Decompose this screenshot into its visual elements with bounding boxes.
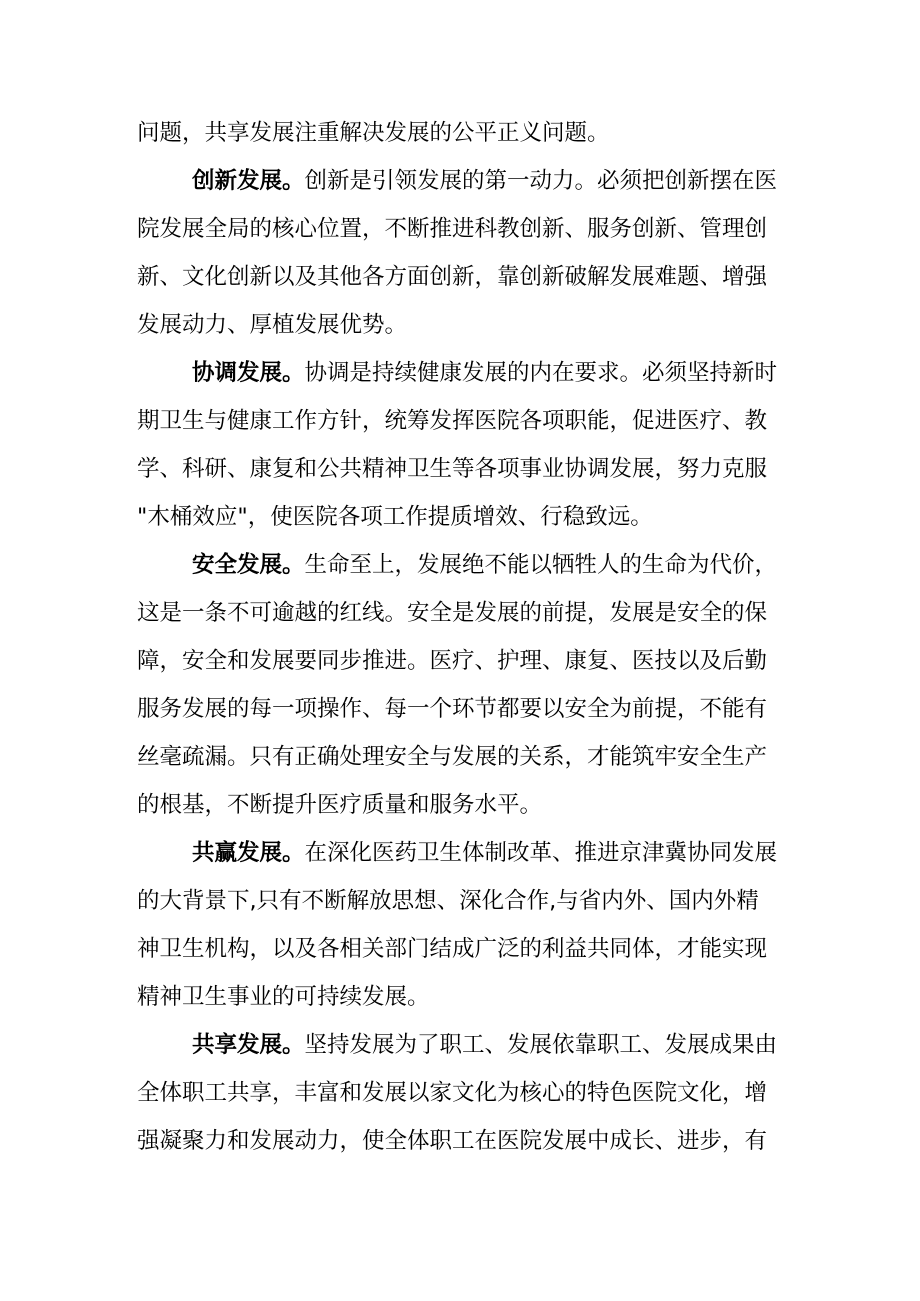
line-text: 强凝聚力和发展动力，使全体职工在医院发展中成长、进步，有 <box>137 1128 768 1154</box>
paragraph-heading: 共享发展。 <box>192 1032 305 1058</box>
paragraph-first-line <box>192 1030 797 1060</box>
line-text: 精神卫生事业的可持续发展。 <box>137 984 430 1010</box>
body-line <box>137 310 797 340</box>
body-line <box>137 262 797 292</box>
body-line <box>137 502 797 532</box>
line-text: 的大背景下,只有不断解放思想、深化合作,与省内外、国内外精 <box>137 888 759 914</box>
line-text: 坚持发展为了职工、发展依靠职工、发展成果由 <box>304 1032 778 1058</box>
paragraph-heading: 共赢发展。 <box>192 840 305 866</box>
body-line <box>137 982 797 1012</box>
body-line <box>137 214 797 244</box>
line-text: 这是一条不可逾越的红线。安全是发展的前提，发展是安全的保 <box>137 600 768 626</box>
body-line <box>137 694 797 724</box>
paragraph-first-line <box>192 166 797 196</box>
line-text: 期卫生与健康工作方针，统筹发挥医院各项职能，促进医疗、教 <box>137 408 768 434</box>
line-text: 创新是引领发展的第一动力。必须把创新摆在医 <box>304 168 778 194</box>
paragraph-first-line <box>192 358 797 388</box>
line-text: 协调是持续健康发展的内在要求。必须坚持新时 <box>304 360 778 386</box>
body-line <box>137 406 797 436</box>
paragraph-heading: 协调发展。 <box>192 360 305 386</box>
paragraph-heading: 创新发展。 <box>192 168 305 194</box>
body-line <box>137 790 797 820</box>
body-line <box>137 598 797 628</box>
body-line <box>137 1078 797 1108</box>
line-text: 全体职工共享，丰富和发展以家文化为核心的特色医院文化，增 <box>137 1080 768 1106</box>
line-text: 学、科研、康复和公共精神卫生等各项事业协调发展，努力克服 <box>137 456 768 482</box>
line-text: 问题，共享发展注重解决发展的公平正义问题。 <box>137 120 610 146</box>
line-text: "木桶效应"，使医院各项工作提质增效、行稳致远。 <box>137 504 653 530</box>
line-text: 院发展全局的核心位置，不断推进科教创新、服务创新、管理创 <box>137 216 768 242</box>
line-text: 丝毫疏漏。只有正确处理安全与发展的关系，才能筑牢安全生产 <box>137 744 768 770</box>
body-line <box>137 934 797 964</box>
line-text: 新、文化创新以及其他各方面创新，靠创新破解发展难题、增强 <box>137 264 768 290</box>
body-line <box>137 454 797 484</box>
line-text: 发展动力、厚植发展优势。 <box>137 312 408 338</box>
paragraph-first-line <box>192 550 797 580</box>
line-text: 障，安全和发展要同步推进。医疗、护理、康复、医技以及后勤 <box>137 648 768 674</box>
body-line <box>137 742 797 772</box>
line-text: 的根基，不断提升医疗质量和服务水平。 <box>137 792 543 818</box>
line-text: 在深化医药卫生体制改革、推进京津冀协同发展 <box>304 840 778 866</box>
line-text: 生命至上，发展绝不能以牺牲人的生命为代价， <box>304 552 778 578</box>
body-line <box>137 886 797 916</box>
line-text: 神卫生机构，以及各相关部门结成广泛的利益共同体，才能实现 <box>137 936 768 962</box>
paragraph-heading: 安全发展。 <box>192 552 305 578</box>
body-line <box>137 646 797 676</box>
body-line <box>137 1126 797 1156</box>
body-line <box>137 118 797 148</box>
paragraph-first-line <box>192 838 797 868</box>
line-text: 服务发展的每一项操作、每一个环节都要以安全为前提，不能有 <box>137 696 768 722</box>
